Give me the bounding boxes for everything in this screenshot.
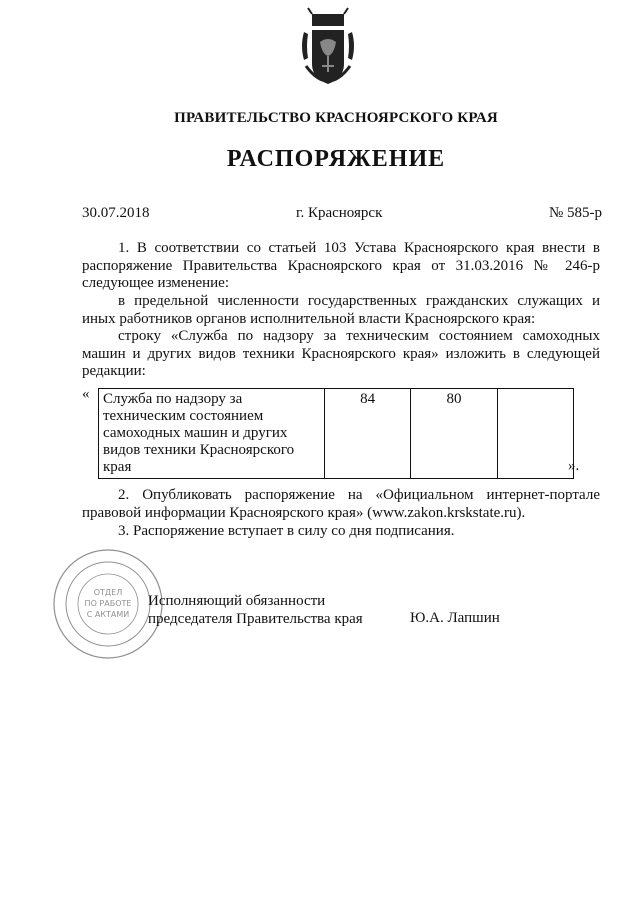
government-title: ПРАВИТЕЛЬСТВО КРАСНОЯРСКОГО КРАЯ bbox=[174, 110, 498, 126]
coat-of-arms-icon bbox=[298, 6, 358, 92]
signatory-role-line-1: Исполняющий обязанности bbox=[148, 593, 326, 609]
signatory-role-line-2: председателя Правительства края bbox=[148, 611, 363, 627]
amendment-table bbox=[98, 388, 574, 479]
document-place: г. Красноярск bbox=[296, 205, 383, 221]
table-cell-value-1: 84 bbox=[324, 389, 410, 479]
quote-open: « bbox=[82, 386, 90, 402]
paragraph-3: строку «Служба по надзору за техническим состоянием самоходных машин и других видов техники Красноярского края» изложить в следующей редакции: bbox=[82, 328, 600, 379]
paragraph-5: 3. Распоряжение вступает в силу со дня подписания. bbox=[118, 523, 455, 539]
document-number: № 585-р bbox=[548, 205, 602, 221]
document-type-title: РАСПОРЯЖЕНИЕ bbox=[226, 146, 446, 172]
stamp-line-1: ОТДЕЛ bbox=[93, 588, 123, 597]
signatory-role bbox=[148, 592, 363, 628]
table-cell-value-3 bbox=[497, 389, 573, 479]
paragraph-4: 2. Опубликовать распоряжение на «Официальном интернет-портале правовой информации Красноярского края» (www.zakon.krskstate.ru). bbox=[82, 487, 600, 521]
table-cell-name: Служба по надзору за техническим состоянием самоходных машин и других видов техники Красноярского края bbox=[99, 389, 325, 479]
quote-close: ». bbox=[568, 458, 580, 474]
stamp-line-2: ПО РАБОТЕ bbox=[84, 599, 132, 608]
table-cell-value-2: 80 bbox=[411, 389, 497, 479]
signatory-name: Ю.А. Лапшин bbox=[410, 610, 500, 626]
table-row bbox=[99, 389, 574, 479]
paragraph-2: в предельной численности государственных гражданских служащих и иных работников органов исполнительной власти Красноярского края: bbox=[82, 293, 600, 327]
paragraph-1: 1. В соответствии со статьей 103 Устава Красноярского края внести в распоряжение Правительства Красноярского края от 31.03.2016 № 246-р следующее изменение: bbox=[82, 240, 600, 291]
document-date: 30.07.2018 bbox=[82, 205, 150, 221]
stamp-line-3: С АКТАМИ bbox=[86, 610, 130, 619]
